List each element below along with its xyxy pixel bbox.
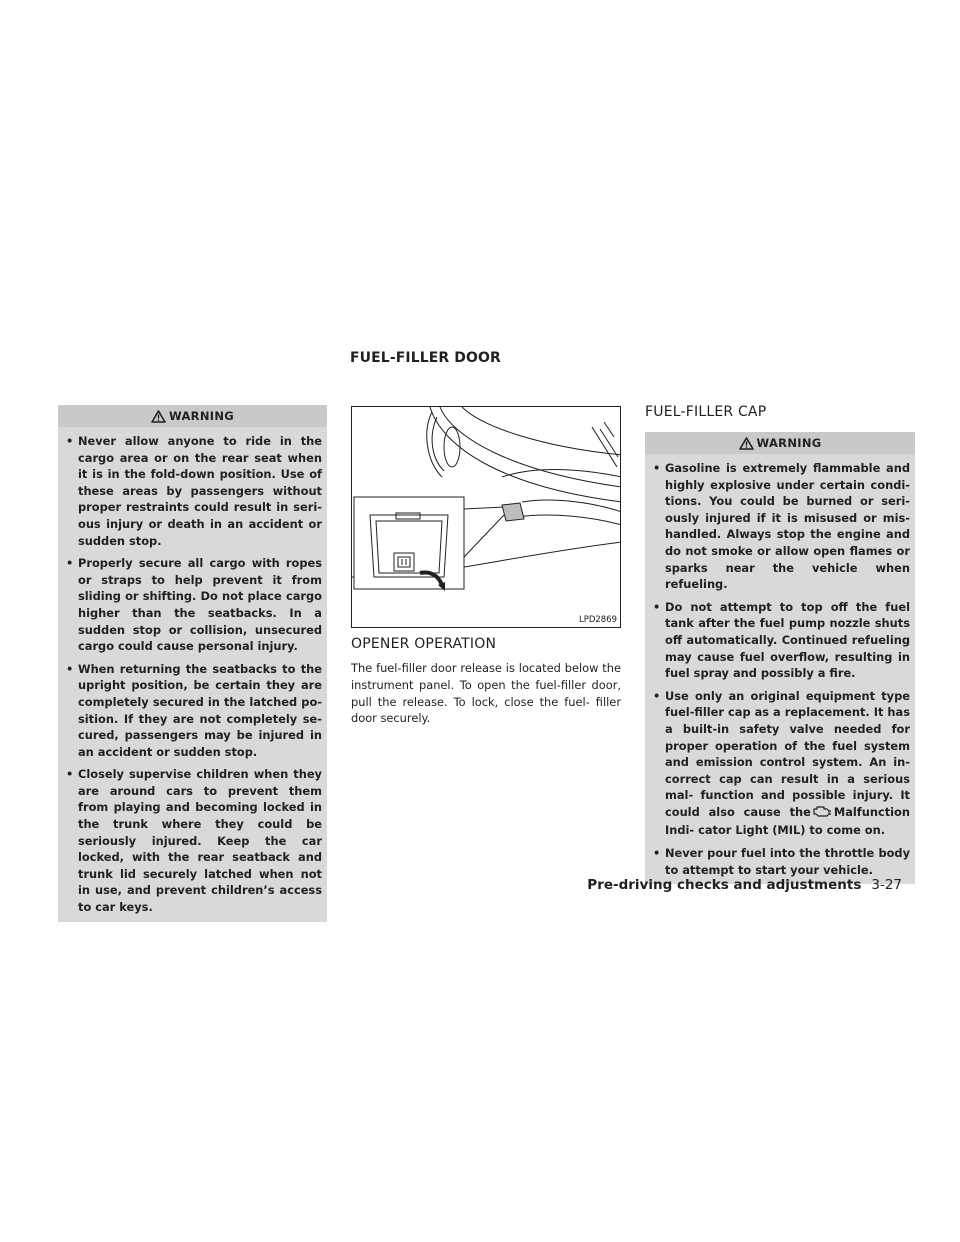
- fuel-door-release-illustration: [351, 406, 621, 628]
- engine-check-icon: [812, 805, 832, 823]
- section-title: FUEL-FILLER DOOR: [350, 350, 501, 366]
- footer-chapter-title: Pre-driving checks and adjustments: [587, 877, 862, 893]
- warning-item: • Never allow anyone to ride in the cargo area or on the rear seat when it is in the fold-down position. Use of these areas by passengers without proper restraints could result in seri- ous injury or death in an accident or sudden stop.: [66, 433, 322, 549]
- warning-item: • Properly secure all cargo with ropes or straps to help prevent it from sliding or shifting. Do not place cargo higher than the seatbacks. In a sudden stop or collision, unsecured cargo could cause personal injury.: [66, 555, 322, 655]
- page-number: 3-27: [871, 877, 902, 893]
- warning-item: [653, 688, 910, 839]
- warning-box-fuel: [645, 432, 915, 884]
- warning-item: • Closely supervise children when they are around cars to prevent them from playing and becoming locked in the trunk where they could be seriously injured. Keep the car locked, with the rear seatback and trunk lid securely latched when not in use, and prevent children’s access to car keys.: [66, 766, 322, 915]
- warning-item-text: Use only an original equipment type fuel-filler cap as a replacement. It has a built-in safety valve needed for proper operation of the fuel system and emission control system. An in- correct cap can result in a serious mal- function and possible injury. It could also cause the: [665, 688, 910, 819]
- fuel-filler-cap-heading: FUEL-FILLER CAP: [645, 404, 767, 420]
- warning-label: WARNING: [756, 436, 822, 450]
- warning-triangle-icon: [739, 437, 754, 450]
- warning-item: • Do not attempt to top off the fuel tank after the fuel pump nozzle shuts off automatically. Continued refueling may cause fuel overflow, resulting in fuel spray and possibly a fire.: [653, 599, 910, 682]
- warning-triangle-icon: [151, 410, 166, 423]
- warning-box-cargo: [58, 405, 327, 922]
- opener-operation-heading: OPENER OPERATION: [351, 636, 497, 652]
- warning-header: [58, 405, 327, 427]
- warning-list: [58, 427, 327, 922]
- warning-item: • Gasoline is extremely flammable and highly explosive under certain condi- tions. You could be burned or seri- ously injured if it is misused or mis- handled. Always stop the engine and do not smoke or allow open flames or sparks near the vehicle when refueling.: [653, 460, 910, 593]
- page-footer: [587, 877, 902, 893]
- warning-label: WARNING: [169, 409, 234, 423]
- warning-header: [645, 432, 915, 454]
- warning-item: • When returning the seatbacks to the upright position, be certain they are completely secured in the latched po- sition. If they are not completely se- cured, passengers may be injured in an accident or sudden stop.: [66, 661, 322, 761]
- warning-item-text: Malfunction Indi- cator Light (MIL) to come on.: [665, 804, 910, 838]
- release-lever-drawing: [352, 407, 621, 628]
- warning-list: [645, 454, 915, 884]
- warning-item: • Never pour fuel into the throttle body to attempt to start your vehicle.: [653, 845, 910, 878]
- opener-operation-text: The fuel-filler door release is located below the instrument panel. To open the fuel-filler door, pull the release. To lock, close the fuel- filler door securely.: [351, 661, 621, 726]
- figure-code: LPD2869: [578, 615, 617, 625]
